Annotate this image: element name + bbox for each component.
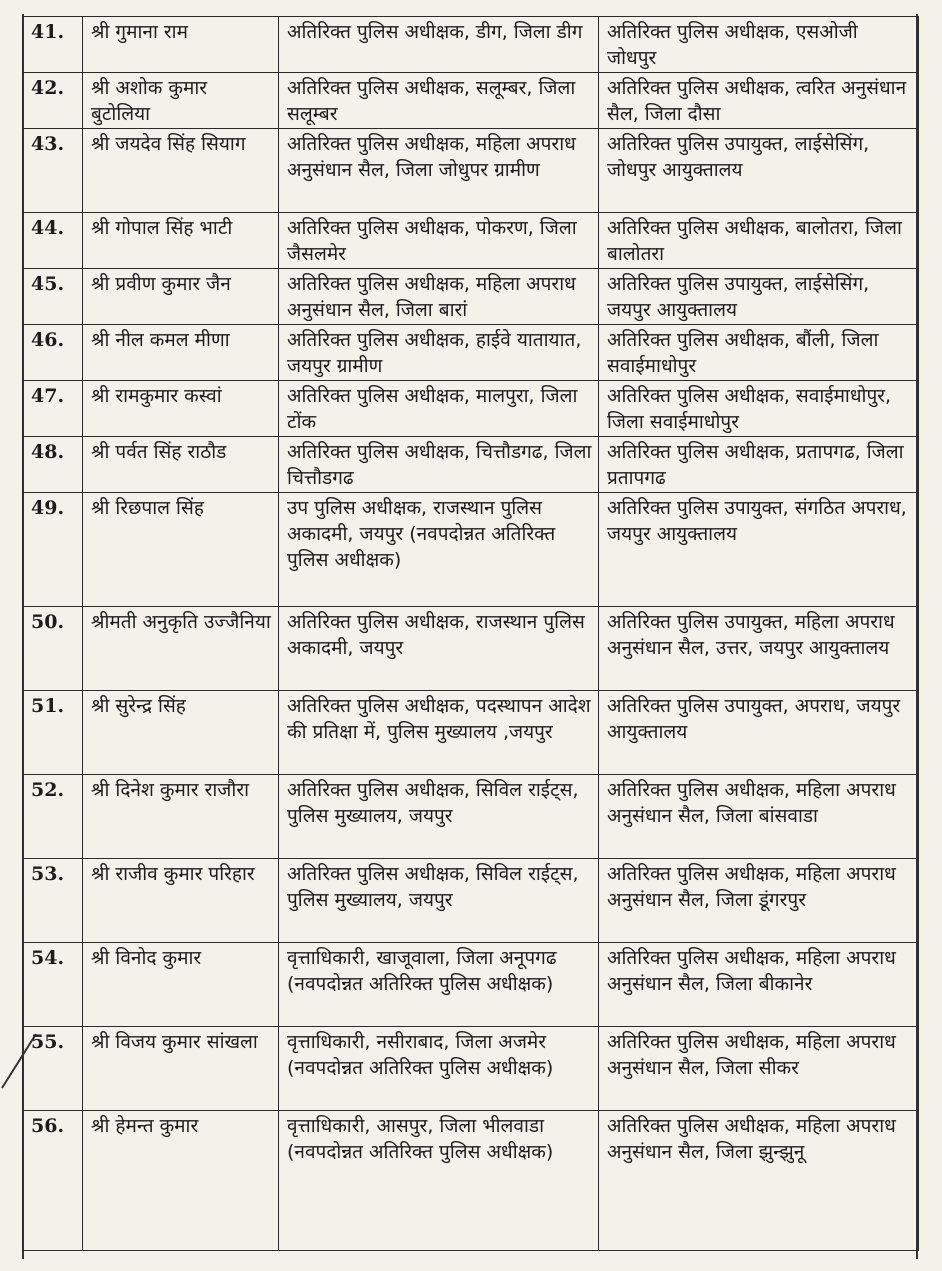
serial-number: 54. xyxy=(23,943,83,1027)
current-posting: वृत्ताधिकारी, आसपुर, जिला भीलवाडा (नवपदोन्नत अतिरिक्त पुलिस अधीक्षक) xyxy=(279,1111,599,1251)
table-row xyxy=(23,493,919,607)
serial-number: 51. xyxy=(23,691,83,775)
serial-number: 46. xyxy=(23,325,83,381)
current-posting: अतिरिक्त पुलिस अधीक्षक, हाईवे यातायात, जयपुर ग्रामीण xyxy=(279,325,599,381)
serial-number: 55. xyxy=(23,1027,83,1111)
officer-name: श्री पर्वत सिंह राठौड xyxy=(83,437,279,493)
table-row xyxy=(23,437,919,493)
serial-number: 48. xyxy=(23,437,83,493)
serial-number: 45. xyxy=(23,269,83,325)
officer-name: श्री जयदेव सिंह सियाग xyxy=(83,129,279,213)
new-posting: अतिरिक्त पुलिस अधीक्षक, एसओजी जोधपुर xyxy=(599,17,919,73)
officer-name: श्रीमती अनुकृति उज्जैनिया xyxy=(83,607,279,691)
table-row xyxy=(23,73,919,129)
officer-name: श्री विजय कुमार सांखला xyxy=(83,1027,279,1111)
table-row xyxy=(23,859,919,943)
serial-number: 49. xyxy=(23,493,83,607)
new-posting: अतिरिक्त पुलिस उपायुक्त, संगठित अपराध, जयपुर आयुक्तालय xyxy=(599,493,919,607)
table-row xyxy=(23,213,919,269)
table-row xyxy=(23,325,919,381)
table-row xyxy=(23,691,919,775)
officer-name: श्री नील कमल मीणा xyxy=(83,325,279,381)
serial-number: 56. xyxy=(23,1111,83,1251)
new-posting: अतिरिक्त पुलिस अधीक्षक, सवाईमाधोपुर, जिला सवाईमाधोपुर xyxy=(599,381,919,437)
new-posting: अतिरिक्त पुलिस अधीक्षक, महिला अपराध अनुसंधान सैल, जिला सीकर xyxy=(599,1027,919,1111)
current-posting: वृत्ताधिकारी, नसीराबाद, जिला अजमेर (नवपदोन्नत अतिरिक्त पुलिस अधीक्षक) xyxy=(279,1027,599,1111)
serial-number: 44. xyxy=(23,213,83,269)
officer-name: श्री अशोक कुमार बुटोलिया xyxy=(83,73,279,129)
officer-name: श्री सुरेन्द्र सिंह xyxy=(83,691,279,775)
table-row xyxy=(23,1027,919,1111)
table-row xyxy=(23,607,919,691)
officer-name: श्री गुमाना राम xyxy=(83,17,279,73)
new-posting: अतिरिक्त पुलिस अधीक्षक, महिला अपराध अनुसंधान सैल, जिला डूंगरपुर xyxy=(599,859,919,943)
serial-number: 50. xyxy=(23,607,83,691)
officer-name: श्री दिनेश कुमार राजौरा xyxy=(83,775,279,859)
officer-name: श्री प्रवीण कुमार जैन xyxy=(83,269,279,325)
serial-number: 53. xyxy=(23,859,83,943)
current-posting: अतिरिक्त पुलिस अधीक्षक, सिविल राईट्स, पुलिस मुख्यालय, जयपुर xyxy=(279,859,599,943)
current-posting: अतिरिक्त पुलिस अधीक्षक, राजस्थान पुलिस अकादमी, जयपुर xyxy=(279,607,599,691)
new-posting: अतिरिक्त पुलिस अधीक्षक, प्रतापगढ, जिला प्रतापगढ xyxy=(599,437,919,493)
new-posting: अतिरिक्त पुलिस उपायुक्त, लाईसेसिंग, जोधपुर आयुक्तालय xyxy=(599,129,919,213)
current-posting: अतिरिक्त पुलिस अधीक्षक, पदस्थापन आदेश की प्रतिक्षा में, पुलिस मुख्यालय ,जयपुर xyxy=(279,691,599,775)
current-posting: वृत्ताधिकारी, खाजूवाला, जिला अनूपगढ (नवपदोन्नत अतिरिक्त पुलिस अधीक्षक) xyxy=(279,943,599,1027)
table-row xyxy=(23,129,919,213)
transfer-table xyxy=(22,16,919,1251)
current-posting: अतिरिक्त पुलिस अधीक्षक, मालपुरा, जिला टोंक xyxy=(279,381,599,437)
new-posting: अतिरिक्त पुलिस उपायुक्त, लाईसेसिंग, जयपुर आयुक्तालय xyxy=(599,269,919,325)
current-posting: अतिरिक्त पुलिस अधीक्षक, महिला अपराध अनुसंधान सैल, जिला बारां xyxy=(279,269,599,325)
table-row xyxy=(23,943,919,1027)
officer-name: श्री हेमन्त कुमार xyxy=(83,1111,279,1251)
officer-name: श्री विनोद कुमार xyxy=(83,943,279,1027)
serial-number: 43. xyxy=(23,129,83,213)
new-posting: अतिरिक्त पुलिस अधीक्षक, त्वरित अनुसंधान सैल, जिला दौसा xyxy=(599,73,919,129)
new-posting: अतिरिक्त पुलिस उपायुक्त, अपराध, जयपुर आयुक्तालय xyxy=(599,691,919,775)
current-posting: अतिरिक्त पुलिस अधीक्षक, डीग, जिला डीग xyxy=(279,17,599,73)
current-posting: अतिरिक्त पुलिस अधीक्षक, सलूम्बर, जिला सलूम्बर xyxy=(279,73,599,129)
officer-name: श्री गोपाल सिंह भाटी xyxy=(83,213,279,269)
table-row xyxy=(23,269,919,325)
new-posting: अतिरिक्त पुलिस अधीक्षक, बौंली, जिला सवाईमाधोपुर xyxy=(599,325,919,381)
new-posting: अतिरिक्त पुलिस अधीक्षक, महिला अपराध अनुसंधान सैल, जिला बांसवाडा xyxy=(599,775,919,859)
current-posting: उप पुलिस अधीक्षक, राजस्थान पुलिस अकादमी, जयपुर (नवपदोन्नत अतिरिक्त पुलिस अधीक्षक) xyxy=(279,493,599,607)
new-posting: अतिरिक्त पुलिस अधीक्षक, महिला अपराध अनुसंधान सैल, जिला झुन्झुनू xyxy=(599,1111,919,1251)
current-posting: अतिरिक्त पुलिस अधीक्षक, महिला अपराध अनुसंधान सैल, जिला जोधुपर ग्रामीण xyxy=(279,129,599,213)
table-row xyxy=(23,381,919,437)
new-posting: अतिरिक्त पुलिस अधीक्षक, महिला अपराध अनुसंधान सैल, जिला बीकानेर xyxy=(599,943,919,1027)
serial-number: 52. xyxy=(23,775,83,859)
officer-name: श्री रिछपाल सिंह xyxy=(83,493,279,607)
table-row xyxy=(23,775,919,859)
serial-number: 47. xyxy=(23,381,83,437)
current-posting: अतिरिक्त पुलिस अधीक्षक, चित्तौडगढ, जिला चित्तौडगढ xyxy=(279,437,599,493)
table-row xyxy=(23,1111,919,1251)
current-posting: अतिरिक्त पुलिस अधीक्षक, पोकरण, जिला जैसलमेर xyxy=(279,213,599,269)
new-posting: अतिरिक्त पुलिस अधीक्षक, बालोतरा, जिला बालोतरा xyxy=(599,213,919,269)
officer-name: श्री रामकुमार कस्वां xyxy=(83,381,279,437)
serial-number: 42. xyxy=(23,73,83,129)
current-posting: अतिरिक्त पुलिस अधीक्षक, सिविल राईट्स, पुलिस मुख्यालय, जयपुर xyxy=(279,775,599,859)
new-posting: अतिरिक्त पुलिस उपायुक्त, महिला अपराध अनुसंधान सैल, उत्तर, जयपुर आयुक्तालय xyxy=(599,607,919,691)
serial-number: 41. xyxy=(23,17,83,73)
table-row xyxy=(23,17,919,73)
officer-name: श्री राजीव कुमार परिहार xyxy=(83,859,279,943)
